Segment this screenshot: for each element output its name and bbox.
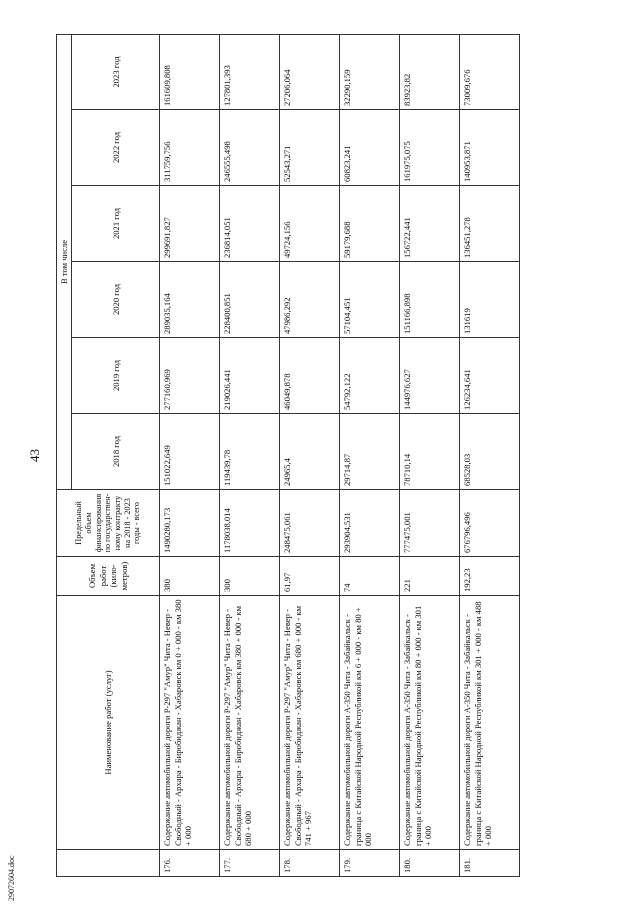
row-2019: 54792,122 — [340, 338, 400, 414]
row-2019: 277160,969 — [160, 338, 220, 414]
row-length: 380 — [160, 557, 220, 596]
page-number: 43 — [27, 449, 42, 462]
row-number: 179. — [340, 850, 400, 877]
row-2020: 289035,164 — [160, 262, 220, 338]
row-2020: 151166,898 — [400, 262, 460, 338]
row-2019: 46049,878 — [280, 338, 340, 414]
row-2018: 29714,87 — [340, 414, 400, 490]
row-2022: 52543,271 — [280, 110, 340, 186]
row-total: 1178038,014 — [220, 490, 280, 557]
row-total: 676796,496 — [460, 490, 520, 557]
row-2022: 246555,498 — [220, 110, 280, 186]
row-2023: 161609,808 — [160, 35, 220, 110]
row-2021: 49724,156 — [280, 186, 340, 262]
row-2023: 27206,064 — [280, 35, 340, 110]
row-2020: 131619 — [460, 262, 520, 338]
row-length: 61,97 — [280, 557, 340, 596]
row-length: 221 — [400, 557, 460, 596]
row-total: 248475,061 — [280, 490, 340, 557]
row-total: 1490280,173 — [160, 490, 220, 557]
row-2018: 78710,14 — [400, 414, 460, 490]
row-length: 300 — [220, 557, 280, 596]
row-2018: 119439,78 — [220, 414, 280, 490]
header-number — [57, 850, 160, 877]
row-total: 777475,001 — [400, 490, 460, 557]
row-length: 74 — [340, 557, 400, 596]
row-name: Содержание автомобильной дороги Р-297 "Амур" Чита - Невер - Свободный - Архара - Биробиджан - Хабаровск км 680 + 000 - км 741 + 967 — [280, 596, 340, 850]
table-row — [340, 35, 400, 877]
row-number: 177. — [220, 850, 280, 877]
table-row — [280, 35, 340, 877]
row-name: Содержание автомобильной дороги А-350 Чита - Забайкальск - граница с Китайской Народной Республикой км 6 + 000 - км 80 + 000 — [340, 596, 400, 850]
row-total: 293904,531 — [340, 490, 400, 557]
header-year-2019: 2019 год — [72, 338, 160, 414]
row-length: 192,23 — [460, 557, 520, 596]
row-number: 180. — [400, 850, 460, 877]
row-name: Содержание автомобильной дороги А-350 Чита - Забайкальск - граница с Китайской Народной Республикой км 301 + 000 - км 488 + 000 — [460, 596, 520, 850]
row-2022: 140953,871 — [460, 110, 520, 186]
table-row — [220, 35, 280, 877]
header-including: В том числе — [57, 35, 72, 490]
row-2019: 144976,627 — [400, 338, 460, 414]
row-2019: 126234,641 — [460, 338, 520, 414]
row-number: 178. — [280, 850, 340, 877]
table-row — [460, 35, 520, 877]
row-2022: 161975,075 — [400, 110, 460, 186]
row-2018: 24965,4 — [280, 414, 340, 490]
row-2019: 219026,441 — [220, 338, 280, 414]
header-length: Объем работ (кило-метров) — [57, 557, 160, 596]
row-2021: 236814,051 — [220, 186, 280, 262]
works-table — [56, 34, 520, 877]
row-2018: 68528,03 — [460, 414, 520, 490]
header-year-2020: 2020 год — [72, 262, 160, 338]
header-year-2022: 2022 год — [72, 110, 160, 186]
row-name: Содержание автомобильной дороги Р-297 "Амур" Чита - Невер - Свободный - Архара - Биробиджан - Хабаровск км 380 + 000 - км 680 + 000 — [220, 596, 280, 850]
row-2023: 73009,676 — [460, 35, 520, 110]
row-2020: 47986,292 — [280, 262, 340, 338]
row-name: Содержание автомобильной дороги А-350 Чита - Забайкальск - граница с Китайской Народной Республикой км 80 + 000 - км 301 + 000 — [400, 596, 460, 850]
row-2022: 311759,756 — [160, 110, 220, 186]
document-code: 29072604.doc — [7, 855, 16, 901]
header-name: Наименование работ (услуг) — [57, 596, 160, 850]
header-year-2023: 2023 год — [72, 35, 160, 110]
row-2023: 83923,82 — [400, 35, 460, 110]
row-2018: 151022,649 — [160, 414, 220, 490]
row-2021: 156722,441 — [400, 186, 460, 262]
table-row — [400, 35, 460, 877]
row-2021: 136451,278 — [460, 186, 520, 262]
header-total: Предельный объем финансирования по государствен-ному контракту на 2018 - 2023 годы - всего — [57, 490, 160, 557]
row-2023: 32290,159 — [340, 35, 400, 110]
row-2020: 57104,451 — [340, 262, 400, 338]
row-2021: 299691,827 — [160, 186, 220, 262]
row-number: 181. — [460, 850, 520, 877]
header-year-2018: 2018 год — [72, 414, 160, 490]
row-number: 176. — [160, 850, 220, 877]
row-2020: 228400,851 — [220, 262, 280, 338]
table-row — [160, 35, 220, 877]
row-name: Содержание автомобильной дороги Р-297 "Амур" Чита - Невер - Свободный - Архара - Биробиджан - Хабаровск км 0 + 000 - км 380 + 000 — [160, 596, 220, 850]
row-2021: 59179,688 — [340, 186, 400, 262]
row-2022: 60823,241 — [340, 110, 400, 186]
row-2023: 127801,393 — [220, 35, 280, 110]
header-year-2021: 2021 год — [72, 186, 160, 262]
